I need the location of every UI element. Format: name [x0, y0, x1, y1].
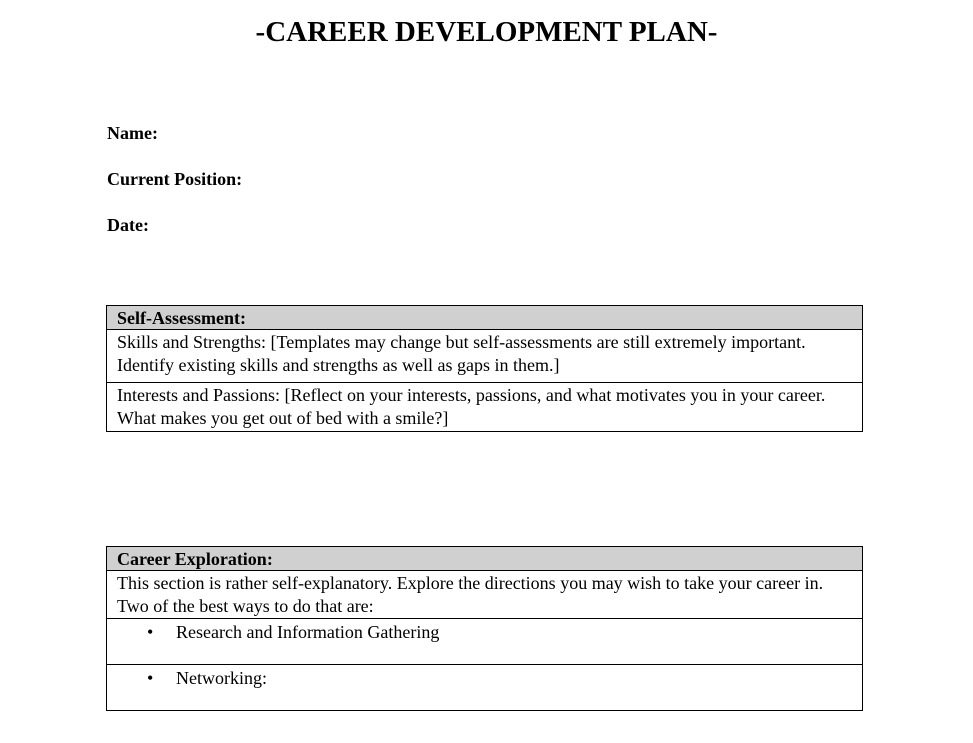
career-exploration-heading: Career Exploration:: [107, 547, 863, 571]
name-label: Name:: [107, 123, 158, 143]
bullet-icon: •: [147, 622, 154, 642]
bullet-research[interactable]: • Research and Information Gathering: [107, 619, 863, 665]
career-exploration-intro[interactable]: This section is rather self-explanatory. Explore the directions you may wish to take your career in. Two of the best ways to do that are:: [107, 571, 863, 619]
current-position-label: Current Position:: [107, 169, 243, 189]
date-label: Date:: [107, 215, 149, 235]
self-assessment-table: [106, 305, 863, 432]
interests-passions-cell[interactable]: Interests and Passions: [Reflect on your interests, passions, and what motivates you in your career. What makes you get out of bed with a smile?]: [107, 383, 863, 432]
bullet-networking[interactable]: • Networking:: [107, 665, 863, 711]
self-assessment-heading: Self-Assessment:: [107, 306, 863, 330]
career-exploration-table: [106, 546, 863, 711]
page-title: -CAREER DEVELOPMENT PLAN-: [255, 16, 718, 48]
skills-strengths-cell[interactable]: Skills and Strengths: [Templates may change but self-assessments are still extremely important. Identify existing skills and strengths as well as gaps in them.]: [107, 330, 863, 383]
bullet-icon: •: [147, 668, 154, 688]
